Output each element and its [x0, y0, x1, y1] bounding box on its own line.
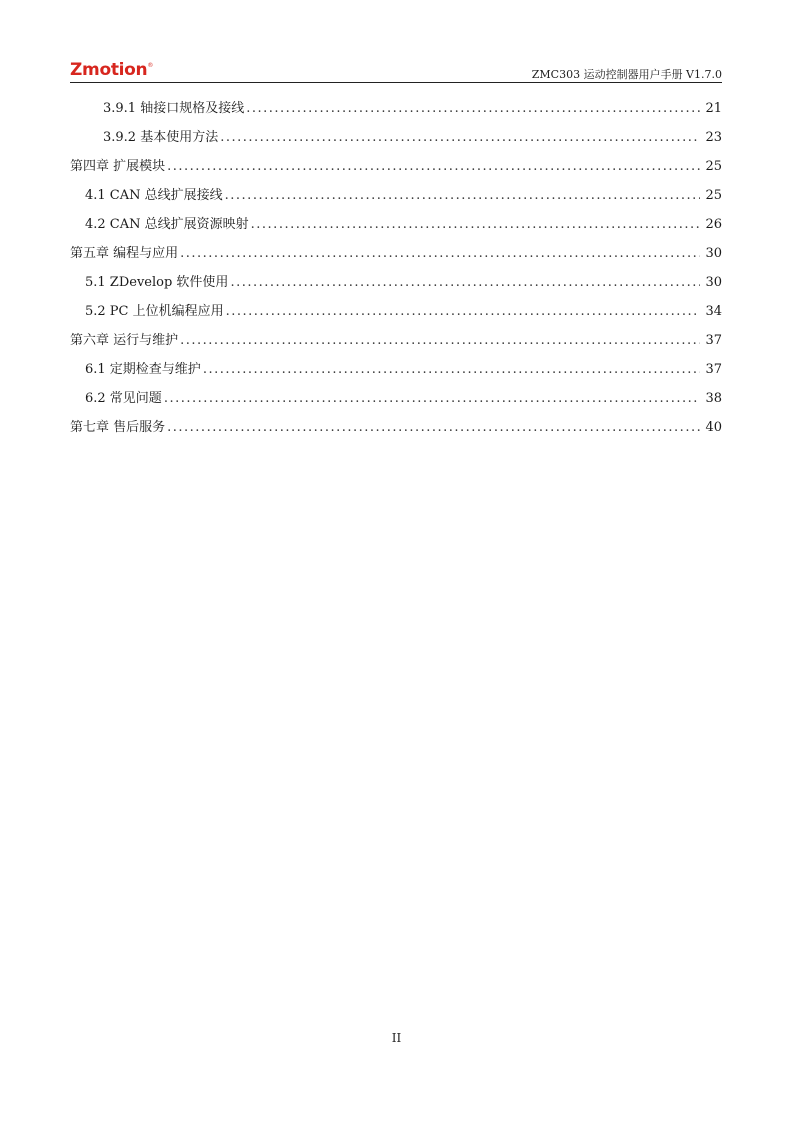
toc-entry-page: 37 — [705, 333, 722, 348]
toc-dot-leader — [220, 123, 700, 152]
toc-entry-page: 21 — [705, 101, 722, 116]
toc-entry-label: 第四章 扩展模块 — [70, 159, 166, 174]
toc-entry-label: 3.9.1 轴接口规格及接线 — [103, 101, 245, 116]
toc-entry-page: 34 — [705, 304, 722, 319]
toc-entry[interactable] — [70, 181, 722, 210]
toc-entry-page: 37 — [705, 362, 722, 377]
toc-entry-label: 6.2 常见问题 — [85, 391, 162, 406]
toc-entry-label: 6.1 定期检查与维护 — [85, 362, 201, 377]
toc-entry[interactable] — [70, 210, 722, 239]
toc-entry-page: 25 — [705, 188, 722, 203]
registered-mark: ® — [147, 62, 154, 69]
toc-dot-leader — [203, 355, 700, 384]
toc-dot-leader — [180, 326, 700, 355]
toc-entry[interactable] — [70, 413, 722, 442]
toc-entry-label: 4.1 CAN 总线扩展接线 — [85, 188, 223, 203]
page-number: II — [391, 1031, 402, 1045]
toc-entry-page: 30 — [705, 246, 722, 261]
toc-entry-page: 38 — [705, 391, 722, 406]
toc-entry-label: 第七章 售后服务 — [70, 420, 166, 435]
toc-dot-leader — [225, 181, 700, 210]
zmotion-logo — [70, 60, 153, 80]
toc-dot-leader — [226, 297, 700, 326]
toc-entry-page: 23 — [705, 130, 722, 145]
toc-dot-leader — [164, 384, 700, 413]
toc-entry-page: 25 — [705, 159, 722, 174]
toc-entry-label: 3.9.2 基本使用方法 — [103, 130, 219, 145]
toc-entry-page: 40 — [705, 420, 722, 435]
logo-text: Zmotion — [70, 60, 148, 80]
toc-entry[interactable] — [70, 268, 722, 297]
toc-entry-label: 4.2 CAN 总线扩展资源映射 — [85, 217, 249, 232]
toc-entry-label: 5.2 PC 上位机编程应用 — [85, 304, 224, 319]
table-of-contents — [70, 94, 722, 442]
toc-dot-leader — [246, 94, 700, 123]
toc-entry[interactable] — [70, 94, 722, 123]
toc-entry-label: 第五章 编程与应用 — [70, 246, 179, 261]
toc-entry[interactable] — [70, 152, 722, 181]
document-title: ZMC303 运动控制器用户手册 V1.7.0 — [531, 68, 722, 81]
toc-dot-leader — [251, 210, 700, 239]
toc-dot-leader — [167, 152, 700, 181]
toc-entry[interactable] — [70, 326, 722, 355]
toc-entry-label: 5.1 ZDevelop 软件使用 — [85, 275, 229, 290]
toc-dot-leader — [180, 239, 700, 268]
toc-entry-label: 第六章 运行与维护 — [70, 333, 179, 348]
toc-entry[interactable] — [70, 355, 722, 384]
toc-entry-page: 26 — [705, 217, 722, 232]
toc-entry[interactable] — [70, 384, 722, 413]
toc-entry[interactable] — [70, 297, 722, 326]
toc-entry[interactable] — [70, 123, 722, 152]
toc-dot-leader — [230, 268, 700, 297]
page-header — [70, 58, 722, 83]
toc-dot-leader — [167, 413, 700, 442]
toc-entry-page: 30 — [705, 275, 722, 290]
toc-entry[interactable] — [70, 239, 722, 268]
